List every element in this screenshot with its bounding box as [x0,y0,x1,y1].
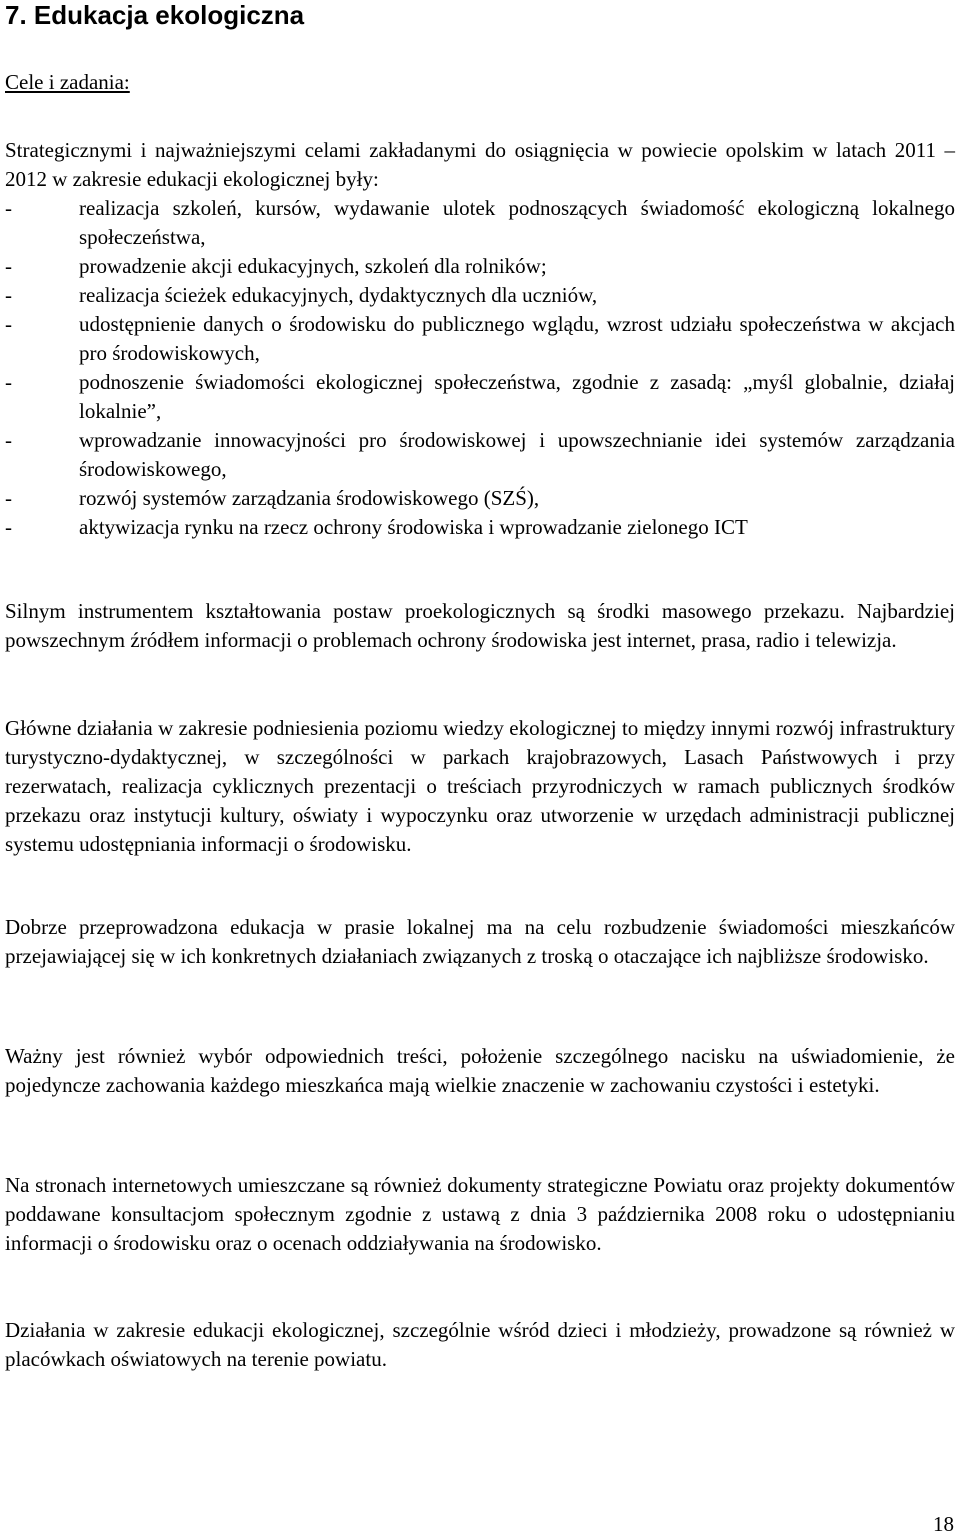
list-item-text: aktywizacja rynku na rzecz ochrony środowiska i wprowadzanie zielonego ICT [79,515,748,539]
dash-marker: - [5,283,12,307]
paragraph-schools: Działania w zakresie edukacji ekologicznej, szczególnie wśród dzieci i młodzieży, prowadzone są również w placówkach oświatowych na terenie powiatu. [5,1318,955,1371]
list-item-text: udostępnienie danych o środowisku do publicznego wglądu, wzrost udziału społeczeństwa w akcjach pro środowiskowych, [79,312,955,365]
dash-marker: - [5,486,12,510]
list-item [5,252,955,281]
dash-marker: - [5,196,12,220]
list-item-text: realizacja ścieżek edukacyjnych, dydaktycznych dla uczniów, [79,283,598,307]
paragraph-media: Silnym instrumentem kształtowania postaw proekologicznych są środki masowego przekazu. Najbardziej powszechnym źródłem informacji o problemach ochrony środowiska jest internet, prasa, radio i telewizja. [5,599,955,652]
dash-marker: - [5,370,12,394]
list-item [5,281,955,310]
goals-list [5,194,955,542]
list-item [5,426,955,484]
paragraph-main-actions: Główne działania w zakresie podniesienia poziomu wiedzy ekologicznej to między innymi rozwój infrastruktury turystyczno-dydaktycznej, w szczególności w parkach krajobrazowych, Lasach Państwowych i przy rezerwatach, realizacja cyklicznych prezentacji o treściach przyrodniczych w ramach publicznych środków przekazu oraz instytucji kultury, oświaty i wypoczynku oraz utworzenie w urzędach administracji publicznej systemu udostępniania informacji o środowisku. [5,716,955,856]
list-item [5,513,955,542]
list-item [5,368,955,426]
dash-marker: - [5,312,12,336]
intro-paragraph: Strategicznymi i najważniejszymi celami zakładanymi do osiągnięcia w powiecie opolskim w latach 2011 – 2012 w zakresie edukacji ekologicznej były: [5,138,955,191]
list-item [5,310,955,368]
page-number: 18 [933,1512,954,1536]
section-label: Cele i zadania: [5,70,130,94]
list-item [5,194,955,252]
list-item-text: realizacja szkoleń, kursów, wydawanie ulotek podnoszących świadomość ekologiczną lokalnego społeczeństwa, [79,196,955,249]
list-item-text: prowadzenie akcji edukacyjnych, szkoleń dla rolników; [79,254,547,278]
page-title: 7. Edukacja ekologiczna [5,0,305,30]
dash-marker: - [5,254,12,278]
list-item-text: wprowadzanie innowacyjności pro środowiskowej i upowszechnianie idei systemów zarządzania środowiskowego, [79,428,955,481]
paragraph-content-choice: Ważny jest również wybór odpowiednich treści, położenie szczególnego nacisku na uświadomienie, że pojedyncze zachowania każdego mieszkańca mają wielkie znaczenie w zachowaniu czystości i estetyki. [5,1044,955,1097]
list-item-text: podnoszenie świadomości ekologicznej społeczeństwa, zgodnie z zasadą: „myśl globalnie, działaj lokalnie”, [79,370,955,423]
dash-marker: - [5,428,12,452]
list-item [5,484,955,513]
dash-marker: - [5,515,12,539]
list-item-text: rozwój systemów zarządzania środowiskowego (SZŚ), [79,486,540,510]
paragraph-websites: Na stronach internetowych umieszczane są również dokumenty strategiczne Powiatu oraz projekty dokumentów poddawane konsultacjom społecznym zgodnie z ustawą z dnia 3 października 2008 roku o udostępnianiu informacji o środowisku oraz o ocenach oddziaływania na środowisko. [5,1173,955,1255]
paragraph-local-press: Dobrze przeprowadzona edukacja w prasie lokalnej ma na celu rozbudzenie świadomości mieszkańców przejawiającej się w ich konkretnych działaniach związanych z troską o otaczające ich najbliższe środowisko. [5,915,955,968]
